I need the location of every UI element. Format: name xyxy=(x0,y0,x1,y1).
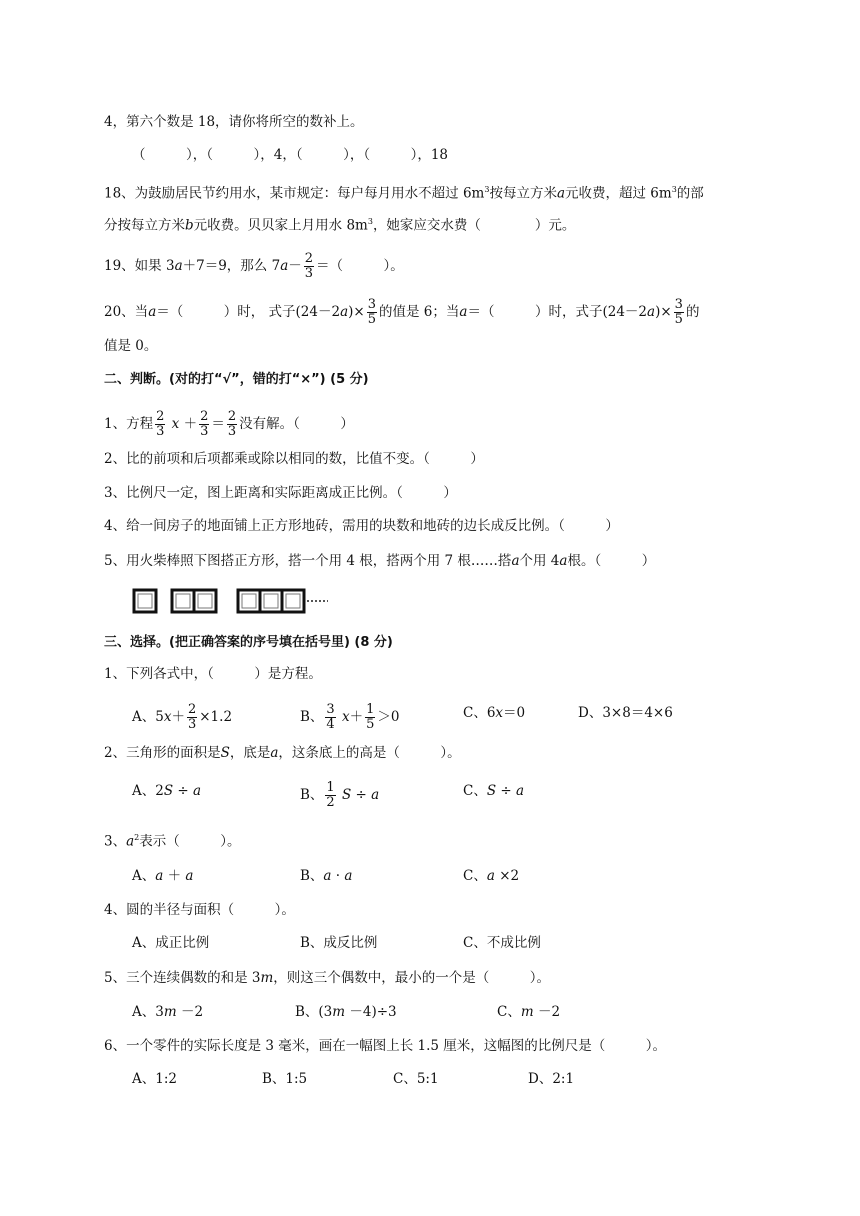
choice-6: 6、一个零件的实际长度是 3 毫米，画在一幅图上长 1.5 厘米，这幅图的比例尺是（ ）。 xyxy=(104,1038,667,1054)
choice-3: 3、$a^2$表示（ ）。 xyxy=(104,833,241,850)
choice-2-option-b: B、 $\frac{1}{2}$ S ÷ a xyxy=(300,780,380,810)
line-sequence-blanks: （ ），（ ），4，（ ），（ ），18 xyxy=(132,147,449,163)
choice-1: 1、下列各式中，（ ）是方程。 xyxy=(104,666,322,682)
choice-1-option-c: C、6x＝0 xyxy=(463,705,526,721)
choice-2-option-c: C、S ÷ a xyxy=(463,783,525,799)
choice-1-option-b: B、 $\frac{3}{4}$ x＋ $\frac{1}{5}$ ＞0 xyxy=(300,702,400,732)
judge-2: 2、比的前项和后项都乘或除以相同的数，比值不变。（ ） xyxy=(104,451,484,467)
choice-3-option-c: C、a ×2 xyxy=(463,868,520,884)
choice-6-option-a: A、1:2 xyxy=(132,1071,177,1087)
choice-2-option-a: A、2S ÷ a xyxy=(132,783,202,799)
fraction: $\frac{1}{5}$ xyxy=(366,702,375,732)
matchstick-square xyxy=(194,590,216,612)
choice-6-option-b: B、1:5 xyxy=(262,1071,308,1087)
matchstick-square xyxy=(238,590,260,612)
fraction: $\frac{3}{4}$ xyxy=(326,702,335,732)
choice-5-option-c: C、m －2 xyxy=(497,1004,561,1020)
judge-5: 5、用火柴棒照下图搭正方形，搭一个用 4 根，搭两个用 7 根……搭a个用 4a根。（ ） xyxy=(104,553,656,569)
choice-3-option-a: A、a ＋ a xyxy=(132,868,194,884)
line-fill-sequence: 4，第六个数是 18，请你将所空的数补上。 xyxy=(104,114,364,130)
question-18-line2: 分按每立方米b元收费。贝贝家上月用水 $8m^3$，她家应交水费（ ）元。 xyxy=(104,217,576,234)
fraction: $\frac{2}{3}$ xyxy=(304,251,314,281)
fraction: $\frac{2}{3}$ xyxy=(227,409,237,439)
judge-4: 4、给一间房子的地面铺上正方形地砖，需用的块数和地砖的边长成反比例。（ ） xyxy=(104,518,619,534)
question-19: 19、如果 3a＋7＝9，那么 7a－ $\frac{2}{3}$ ＝（ ）。 xyxy=(104,251,404,281)
fraction: $\frac{1}{2}$ xyxy=(326,780,335,810)
judge-3: 3、比例尺一定，图上距离和实际距离成正比例。（ ） xyxy=(104,485,457,501)
choice-4-option-a: A、成正比例 xyxy=(132,935,210,951)
choice-6-option-d: D、2:1 xyxy=(528,1071,575,1087)
section-2-heading: 二、判断。(对的打“√”，错的打“×”) (5 分) xyxy=(104,372,369,387)
choice-6-option-c: C、5:1 xyxy=(393,1071,439,1087)
choice-4: 4、圆的半径与面积（ ）。 xyxy=(104,902,295,918)
question-20-line2: 值是 0。 xyxy=(104,338,158,354)
question-20-line1: 20、当a＝（ ）时， 式子(24－2a)× $\frac{3}{5}$ 的值是 6；当a＝（ ）时，式子(24－2a)× $\frac{3}{5}$ 的 xyxy=(104,297,700,327)
choice-4-option-c: C、不成比例 xyxy=(463,935,541,951)
judge-1: 1、方程 $\frac{2}{3}$ x ＋ $\frac{2}{3}$ ＝ $\frac{2}{3}$ 没有解。（ ） xyxy=(104,409,354,439)
matchstick-square xyxy=(172,590,194,612)
choice-2: 2、三角形的面积是S，底是a，这条底上的高是（ ）。 xyxy=(104,745,461,761)
choice-1-option-d: D、3×8＝4×6 xyxy=(578,705,673,721)
matchstick-square xyxy=(260,590,282,612)
choice-5: 5、三个连续偶数的和是 3m，则这三个偶数中，最小的一个是（ ）。 xyxy=(104,970,551,986)
fraction: $\frac{2}{3}$ xyxy=(187,702,197,732)
choice-1-option-a: A、5x＋ $\frac{2}{3}$ ×1.2 xyxy=(132,702,233,732)
fraction: $\frac{2}{3}$ xyxy=(200,409,209,439)
fraction: $\frac{3}{5}$ xyxy=(674,297,683,327)
matchstick-square xyxy=(134,590,156,612)
choice-3-option-b: B、a · a xyxy=(300,868,353,884)
matchstick-squares-figure xyxy=(132,587,332,617)
fraction: $\frac{3}{5}$ xyxy=(367,297,377,327)
section-3-heading: 三、选择。(把正确答案的序号填在括号里) (8 分) xyxy=(104,635,393,650)
matchstick-square xyxy=(282,590,304,612)
choice-5-option-b: B、(3m －4)÷3 xyxy=(295,1004,397,1020)
fraction: $\frac{2}{3}$ xyxy=(156,409,165,439)
choice-4-option-b: B、成反比例 xyxy=(300,935,378,951)
question-18-line1: 18、为鼓励居民节约用水，某市规定：每户每月用水不超过 $6m^3$按每立方米a元收费，超过 $6m^3$的部 xyxy=(104,185,704,202)
choice-5-option-a: A、3m －2 xyxy=(132,1004,204,1020)
